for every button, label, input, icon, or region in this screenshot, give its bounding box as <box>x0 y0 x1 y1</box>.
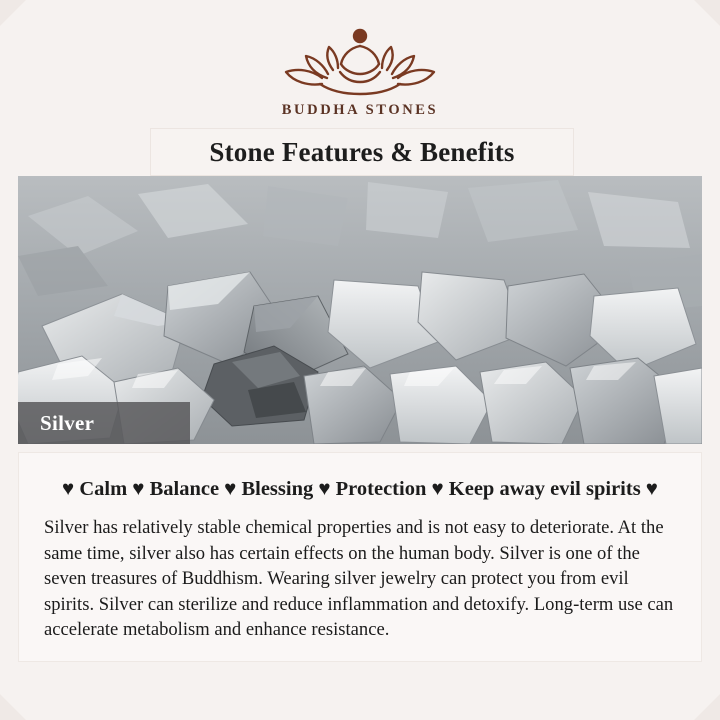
brand-name: BUDDHA STONES <box>281 102 439 118</box>
lotus-meditation-icon <box>270 22 450 100</box>
description-text: Silver has relatively stable chemical properties and is not easy to deteriorate. At the same time, silver also has certain effects on the human body. Silver is one of the seven treasures of Buddhism. Wearing silver jewelry can protect you from evil spirits. Silver can sterilize and reduce inflammation and detoxify. Long-term use can accelerate metabolism and enhance resistance. <box>44 517 674 640</box>
corner-accent-bottom-right <box>694 694 720 720</box>
keywords-line: ♥ Calm ♥ Balance ♥ Blessing ♥ Protection ♥ Keep away evil spirits ♥ <box>62 478 658 500</box>
stone-name: Silver <box>40 410 95 435</box>
section-title-band <box>150 128 574 176</box>
photo-caption <box>18 402 190 444</box>
page-title: Stone Features & Benefits <box>209 136 515 167</box>
brand-logo <box>0 22 720 119</box>
description-panel <box>18 452 702 662</box>
corner-accent-bottom-left <box>0 694 26 720</box>
